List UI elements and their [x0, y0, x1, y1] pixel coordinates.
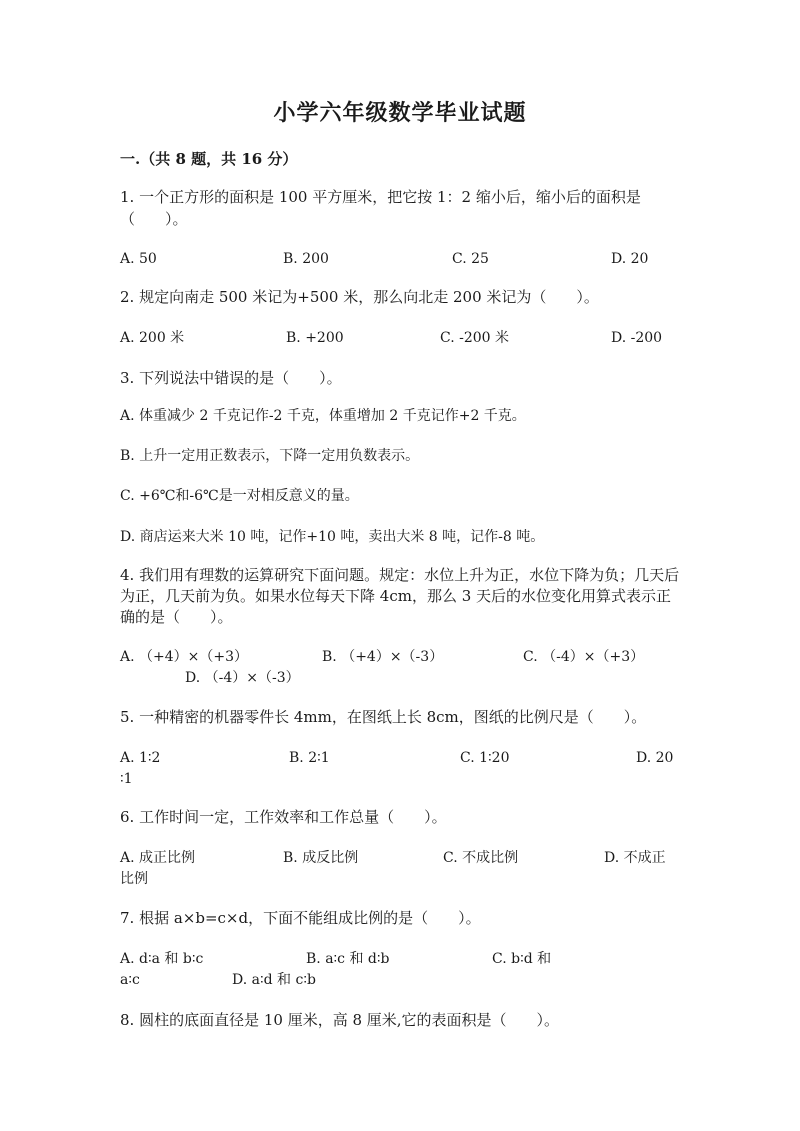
question-8-stem: 8. 圆柱的底面直径是 10 厘米，高 8 厘米,它的表面积是（ ）。 [120, 1011, 560, 1029]
page-title: 小学六年级数学毕业试题 [273, 100, 527, 126]
question-3-option-c[interactable]: C. +6℃和-6℃是一对相反意义的量。 [120, 488, 359, 504]
question-5-option-b[interactable]: B. 2∶1 [289, 750, 330, 766]
question-1-option-a[interactable]: A. 50 [120, 251, 157, 267]
question-3-option-b[interactable]: B. 上升一定用正数表示，下降一定用负数表示。 [120, 448, 420, 464]
question-3-option-d[interactable]: D. 商店运来大米 10 吨，记作+10 吨，卖出大米 8 吨，记作-8 吨。 [120, 529, 545, 545]
question-6-option-c[interactable]: C. 不成比例 [443, 850, 519, 866]
question-6-stem: 6. 工作时间一定，工作效率和工作总量（ ）。 [120, 808, 447, 826]
question-5-option-c[interactable]: C. 1∶20 [460, 750, 510, 766]
question-5-stem: 5. 一种精密的机器零件长 4mm，在图纸上长 8cm，图纸的比例尺是（ ）。 [120, 708, 647, 726]
question-7-option-a[interactable]: A. d∶a 和 b∶c [120, 951, 204, 967]
question-2-option-c[interactable]: C. -200 米 [440, 330, 510, 346]
question-2-stem: 2. 规定向南走 500 米记为+500 米，那么向北走 200 米记为（ ）。 [120, 288, 599, 306]
question-6-option-a[interactable]: A. 成正比例 [120, 850, 196, 866]
question-1-option-c[interactable]: C. 25 [452, 251, 489, 267]
question-3-option-a[interactable]: A. 体重减少 2 千克记作-2 千克，体重增加 2 千克记作+2 千克。 [120, 408, 526, 424]
question-1-stem: 1. 一个正方形的面积是 100 平方厘米，把它按 1：2 缩小后，缩小后的面积是（ ）。 [120, 188, 641, 228]
question-6-option-d[interactable]: D. 不成正 [604, 850, 666, 866]
question-4-option-b[interactable]: B. （+4）×（-3） [322, 649, 444, 665]
section-heading: 一.（共 8 题，共 16 分） [120, 150, 298, 168]
question-7-option-d[interactable]: D. a∶d 和 c∶b [232, 972, 316, 988]
question-4-option-c[interactable]: C. （-4）×（+3） [523, 649, 645, 665]
question-7-option-c[interactable]: C. b∶d 和 [492, 951, 552, 967]
question-7-stem: 7. 根据 a×b=c×d，下面不能组成比例的是（ ）。 [120, 909, 481, 927]
question-2-option-b[interactable]: B. +200 [286, 330, 344, 346]
question-7-option-c-continued: a∶c [120, 972, 140, 988]
question-5-option-d-continued: ∶1 [120, 771, 133, 787]
question-4-option-d[interactable]: D. （-4）×（-3） [185, 670, 300, 686]
question-4-option-a[interactable]: A. （+4）×（+3） [120, 649, 249, 665]
question-1-option-d[interactable]: D. 20 [611, 251, 649, 267]
question-5-option-a[interactable]: A. 1∶2 [120, 750, 161, 766]
question-3-stem: 3. 下列说法中错误的是（ ）。 [120, 369, 342, 387]
question-6-option-d-continued: 比例 [120, 871, 148, 887]
question-7-option-b[interactable]: B. a∶c 和 d∶b [306, 951, 390, 967]
question-1-option-b[interactable]: B. 200 [283, 251, 329, 267]
question-5-option-d[interactable]: D. 20 [636, 750, 674, 766]
question-2-option-a[interactable]: A. 200 米 [120, 330, 185, 346]
question-4-stem: 4. 我们用有理数的运算研究下面问题。规定：水位上升为正，水位下降为负；几天后为正，几天前为负。如果水位每天下降 4cm，那么 3 天后的水位变化用算式表示正确的是（ ）。 [120, 566, 680, 626]
question-2-option-d[interactable]: D. -200 [611, 330, 663, 346]
question-6-option-b[interactable]: B. 成反比例 [283, 850, 359, 866]
